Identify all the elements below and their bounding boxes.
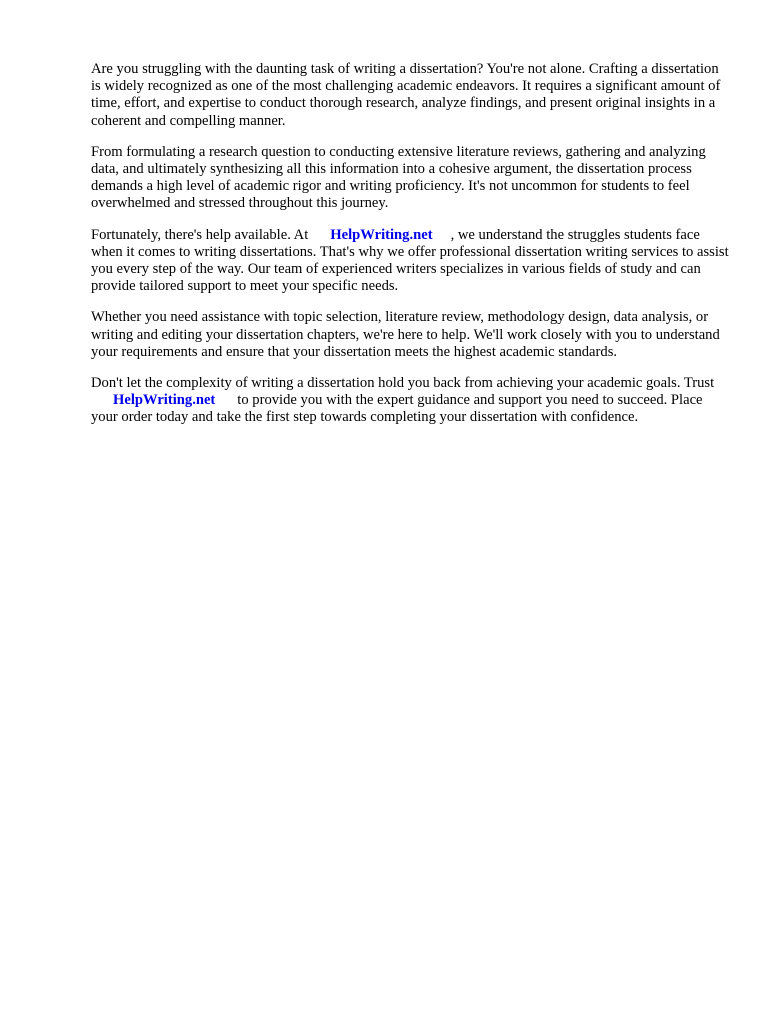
paragraph-intro: Are you struggling with the daunting task of writing a dissertation? You're not alone. Crafting a dissertation is widely recognized as one of the most challenging academic endeavors. It requires a significant amount of time, effort, and expertise to conduct thorough research, analyze findings, and present original insights in a coherent and compelling manner. [91, 61, 721, 129]
paragraph-assistance: Whether you need assistance with topic selection, literature review, methodology design, data analysis, or writing and editing your dissertation chapters, we're here to help. We'll work closely with you to understand your requirements and ensure that your dissertation meets the highest academic standards. [91, 309, 720, 360]
paragraph-process: From formulating a research question to conducting extensive literature reviews, gathering and analyzing data, and ultimately synthesizing all this information into a cohesive argument, the dissertation process demands a high level of academic rigor and writing proficiency. It's not uncommon for students to feel overwhelmed and stressed throughout this journey. [91, 143, 706, 212]
helpwriting-link-2[interactable]: HelpWriting.net [113, 392, 216, 409]
paragraph-closing-rest: to provide you with the expert guidance and support you need to succeed. Place your order today and take the first step towards completing your dissertation with confidence. [91, 392, 703, 426]
paragraph-help [91, 227, 731, 296]
paragraph-help-lead: Fortunately, there's help available. At [91, 226, 309, 243]
helpwriting-link[interactable]: HelpWriting.net [330, 226, 433, 243]
paragraph-closing-lead: Don't let the complexity of writing a dissertation hold you back from achieving your academic goals. Trust [91, 375, 715, 392]
paragraph-closing [91, 375, 731, 427]
document-body [91, 61, 731, 441]
paragraph-help-rest: , we understand the struggles students face when it comes to writing dissertations. That's why we offer professional dissertation writing services to assist you every step of the way. Our team of experienced writers specializes in various fields of study and can provide tailored support to meet your specific needs. [91, 226, 729, 295]
